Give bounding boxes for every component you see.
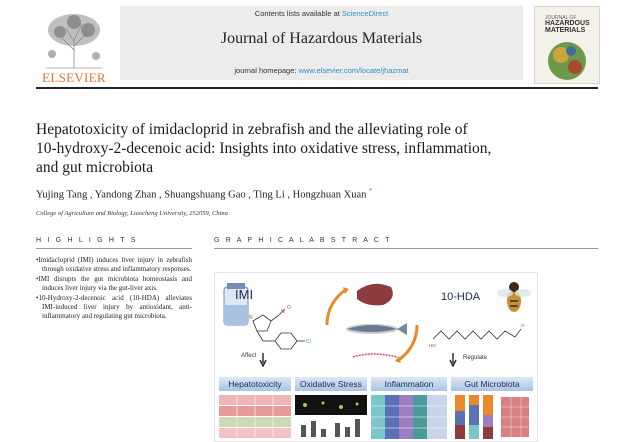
publisher-name: ELSEVIER <box>42 70 106 85</box>
journal-homepage-link[interactable]: www.elsevier.com/locate/jhazmat <box>298 66 409 75</box>
svg-text:O: O <box>521 323 525 328</box>
hda-structure <box>429 317 533 351</box>
author-list: Yujing Tang , Yandong Zhan , Shuangshuang Gao , Ting Li , Hongzhuan Xuan * <box>36 187 373 201</box>
highlight-item: • 10-Hydroxy-2-decenoic acid (10-HDA) alleviates IMI-induced liver injury by antioxidant, anti-inflammatory and regulating gut microbiota. <box>36 294 192 321</box>
category-inflammation: Inflammation <box>371 377 447 391</box>
oxidative-stress-panels <box>295 395 367 439</box>
graphical-abstract-figure <box>214 272 538 442</box>
affect-label: Affect <box>241 353 257 359</box>
category-hepatotoxicity: Hepatotoxicity <box>219 377 291 391</box>
svg-text:HO: HO <box>429 343 436 348</box>
category-strip <box>215 377 537 391</box>
arrow-down-icon <box>449 353 457 367</box>
highlight-item: • Imidacloprid (IMI) induces liver injury in zebrafish through oxidative stress and inflammatory responses. <box>36 256 192 274</box>
highlights-heading: H I G H L I G H T S <box>36 237 138 244</box>
hda-label: 10-HDA <box>441 291 481 303</box>
honeybee-icon <box>497 277 531 317</box>
highlights-list <box>36 256 192 322</box>
arrow-down-icon <box>259 353 267 367</box>
imi-label: IMI <box>235 287 254 302</box>
inflammation-heatmap <box>371 395 447 439</box>
highlights-divider <box>36 248 192 249</box>
liver-zebrafish-cycle <box>317 277 427 373</box>
svg-text:O: O <box>287 305 291 311</box>
regulate-label: Regulate <box>463 355 488 361</box>
histology-panels <box>219 395 291 439</box>
category-gut-microbiota: Gut Microbiota <box>451 377 533 391</box>
article-title: Hepatotoxicity of imidacloprid in zebrafish and the alleviating role of 10-hydroxy-2-decenoic acid: Insights into oxidative stress, inflammation, and gut microbiota <box>36 121 492 176</box>
cover-title: HAZARDOUS MATERIALS <box>545 20 590 34</box>
contents-line: Contents lists available at ScienceDirect <box>254 9 389 18</box>
svg-text:Cl: Cl <box>306 339 311 345</box>
graphical-abstract-heading: G R A P H I C A L A B S T R A C T <box>214 237 392 244</box>
masthead-divider <box>36 87 598 89</box>
svg-text:N: N <box>281 309 285 315</box>
corresponding-author-mark[interactable]: * <box>369 187 373 195</box>
highlight-item: • IMI disrupts the gut microbiota homeostasis and induces liver injury via the gut-liver axis. <box>36 275 192 293</box>
journal-title: Journal of Hazardous Materials <box>220 30 423 47</box>
graphical-abstract-divider <box>214 248 598 249</box>
affiliation: College of Agriculture and Biology, Liaocheng University, 252059, China <box>36 210 228 217</box>
journal-cover-thumbnail: JOURNAL OF HAZARDOUS MATERIALS <box>534 6 600 84</box>
imidacloprid-structure <box>245 303 315 351</box>
sciencedirect-link[interactable]: ScienceDirect <box>341 9 389 18</box>
gut-microbiota-bars <box>451 395 533 439</box>
category-oxidative-stress: Oxidative Stress <box>295 377 367 391</box>
homepage-line: journal homepage: www.elsevier.com/locate/jhazmat <box>234 66 409 75</box>
svg-text:N: N <box>249 315 253 321</box>
